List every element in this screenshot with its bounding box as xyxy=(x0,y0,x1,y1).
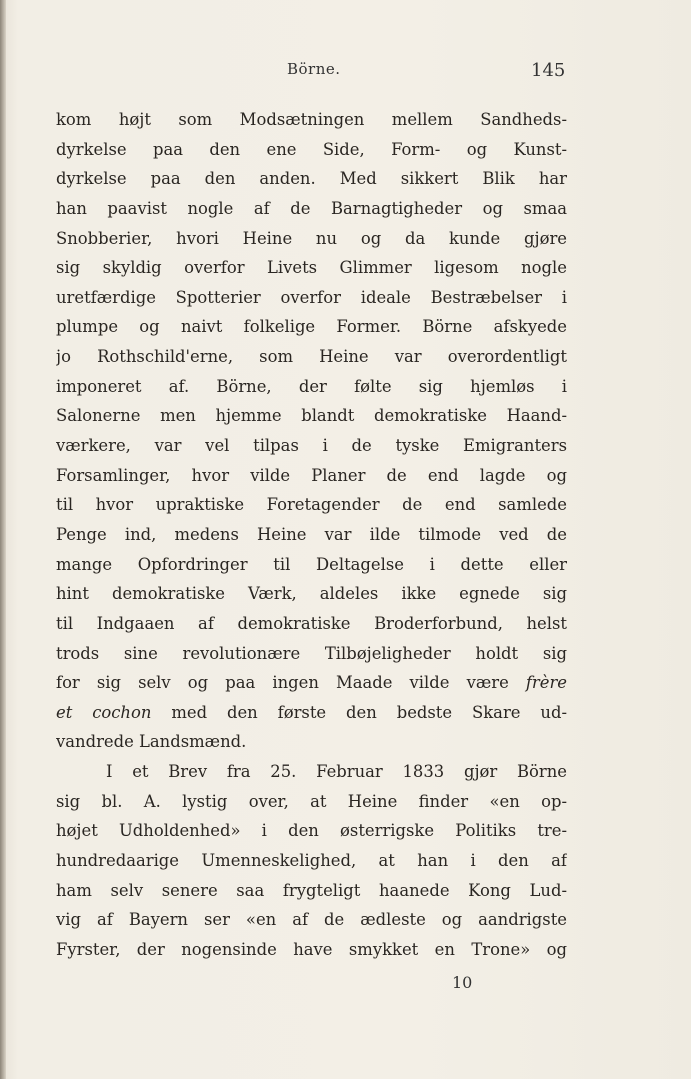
text-line: I et Brev fra 25. Februar 1833 gjør Börne xyxy=(106,762,567,782)
text-line: til Indgaaen af demokratiske Broderforbund, helst xyxy=(56,613,567,633)
text-line: sig skyldig overfor Livets Glimmer ligesom nogle xyxy=(56,258,567,278)
text-line: kom højt som Modsætningen mellem Sandheds- xyxy=(56,110,567,129)
text-line: han paavist nogle af de Barnagtigheder og smaa xyxy=(56,198,567,218)
text-line: Snobberier, hvori Heine nu og da kunde gjøre xyxy=(56,228,567,248)
page-number: 145 xyxy=(531,60,566,81)
text-line: plumpe og naivt folkelige Former. Börne afskyede xyxy=(56,317,567,337)
text-line: et cochon med den første den bedste Skare ud- xyxy=(56,702,567,722)
text-line: trods sine revolutionære Tilbøjeligheder holdt sig xyxy=(56,643,567,663)
text-line: mange Opfordringer til Deltagelse i dette eller xyxy=(56,554,567,574)
text-line: dyrkelse paa den anden. Med sikkert Blik har xyxy=(56,169,567,189)
text-line: hint demokratiske Værk, aldeles ikke egnede sig xyxy=(56,584,567,604)
text-line: uretfærdige Spotterier overfor ideale Bestræbelser i xyxy=(56,287,567,307)
text-line: imponeret af. Börne, der følte sig hjemløs i xyxy=(56,376,567,396)
text-line: vig af Bayern ser «en af de ædleste og aandrigste xyxy=(56,910,567,930)
text-line: vandrede Landsmænd. xyxy=(56,732,247,752)
text-line: værkere, var vel tilpas i de tyske Emigranters xyxy=(56,436,567,456)
text-line: højet Udholdenhed» i den østerrigske Politiks tre- xyxy=(56,821,567,841)
text-line: Penge ind, medens Heine var ilde tilmode ved de xyxy=(56,524,567,544)
text-line: jo Rothschild'erne, som Heine var overordentligt xyxy=(56,347,567,367)
page-binding-edge xyxy=(0,0,6,1079)
running-header-title: Börne. xyxy=(287,60,341,78)
text-line: dyrkelse paa den ene Side, Form- og Kunst- xyxy=(56,139,567,159)
text-line: Forsamlinger, hvor vilde Planer de end lagde og xyxy=(56,465,567,485)
text-line: Fyrster, der nogensinde have smykket en Trone» og xyxy=(56,939,567,959)
text-line: Salonerne men hjemme blandt demokratiske Haand- xyxy=(56,406,567,426)
text-line: hundredaarige Umenneskelighed, at han i den af xyxy=(56,851,567,871)
printer-signature-mark: 10 xyxy=(452,973,473,992)
body-text xyxy=(56,105,567,965)
text-line: til hvor upraktiske Foretagender de end samlede xyxy=(56,495,567,515)
text-line: sig bl. A. lystig over, at Heine finder «en op- xyxy=(56,791,567,811)
text-line: for sig selv og paa ingen Maade vilde være frère xyxy=(56,673,567,693)
text-line: ham selv senere saa frygteligt haanede Kong Lud- xyxy=(56,880,567,900)
